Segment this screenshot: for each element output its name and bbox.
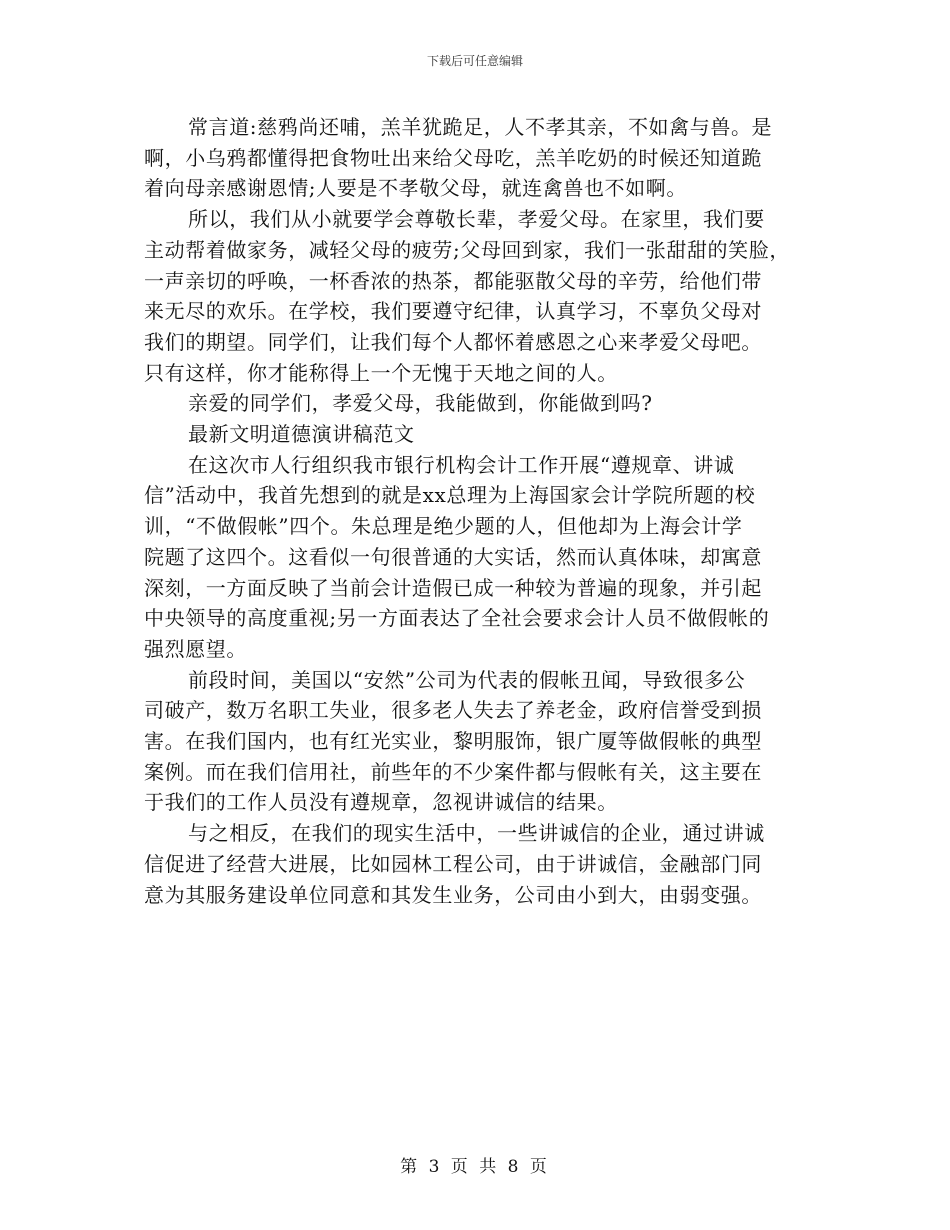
page-header: 下载后可任意编辑: [426, 54, 523, 68]
paragraph-line: 意为其服务建设单位同意和其发生业务，公司由小到大，由弱变强。: [144, 882, 762, 907]
paragraph-line: 一声亲切的呼唤，一杯香浓的热茶，都能驱散父母的辛劳，给他们带: [144, 268, 762, 293]
paragraph-line: 常言道:慈鸦尚还哺，羔羊犹跪足，人不孝其亲，不如禽与兽。是: [188, 115, 773, 139]
paragraph-line: 在这次市人行组织我市银行机构会计工作开展“遵规章、讲诚: [188, 452, 735, 477]
paragraph-line: 信促进了经营大进展，比如园林工程公司，由于讲诚信，金融部门同: [144, 851, 762, 876]
paragraph-line: 司破产，数万名职工失业，很多老人失去了养老金，政府信誉受到损: [144, 698, 762, 723]
section-title: 最新文明道德演讲稿范文: [188, 422, 415, 447]
paragraph-line: 只有这样，你才能称得上一个无愧于天地之间的人。: [144, 360, 618, 385]
paragraph-line: 亲爱的同学们，孝爱父母，我能做到，你能做到吗?: [188, 391, 653, 416]
paragraph-line: 害。在我们国内，也有红光实业，黎明服饰，银广厦等做假帐的典型: [144, 729, 762, 754]
paragraph-line: 强烈愿望。: [144, 636, 247, 661]
page-number: 第 3 页 共 8 页: [400, 1157, 550, 1177]
paragraph-line: 着向母亲感谢恩情;人要是不孝敬父母，就连禽兽也不如啊。: [144, 176, 687, 201]
paragraph-line: 信”活动中，我首先想到的就是xx总理为上海国家会计学院所题的校: [144, 483, 756, 508]
paragraph-line: 深刻，一方面反映了当前会计造假已成一种较为普遍的现象，并引起: [144, 575, 762, 600]
paragraph-line: 院题了这四个。这看似一句很普通的大实话，然而认真体味，却寓意: [144, 544, 762, 569]
paragraph-line: 前段时间，美国以“安然”公司为代表的假帐丑闻，导致很多公: [188, 667, 746, 692]
paragraph-line: 中央领导的高度重视;另一方面表达了全社会要求会计人员不做假帐的: [144, 606, 770, 631]
paragraph-line: 于我们的工作人员没有遵规章，忽视讲诚信的结果。: [144, 790, 618, 815]
paragraph-line: 啊，小乌鸦都懂得把食物吐出来给父母吃，羔羊吃奶的时候还知道跪: [144, 145, 762, 170]
paragraph-line: 来无尽的欢乐。在学校，我们要遵守纪律，认真学习，不辜负父母对: [144, 299, 762, 324]
document-body: [144, 112, 814, 910]
paragraph-line: 所以，我们从小就要学会尊敬长辈，孝爱父母。在家里，我们要: [188, 207, 765, 232]
paragraph-line: 训，“不做假帐”四个。朱总理是绝少题的人，但他却为上海会计学: [144, 514, 743, 539]
paragraph-line: 我们的期望。同学们，让我们每个人都怀着感恩之心来孝爱父母吧。: [144, 329, 762, 354]
paragraph-line: 与之相反，在我们的现实生活中，一些讲诚信的企业，通过讲诚: [188, 821, 765, 846]
paragraph-line: 主动帮着做家务，减轻父母的疲劳;父母回到家，我们一张甜甜的笑脸，: [144, 237, 790, 262]
paragraph-line: 案例。而在我们信用社，前些年的不少案件都与假帐有关，这主要在: [144, 759, 762, 784]
